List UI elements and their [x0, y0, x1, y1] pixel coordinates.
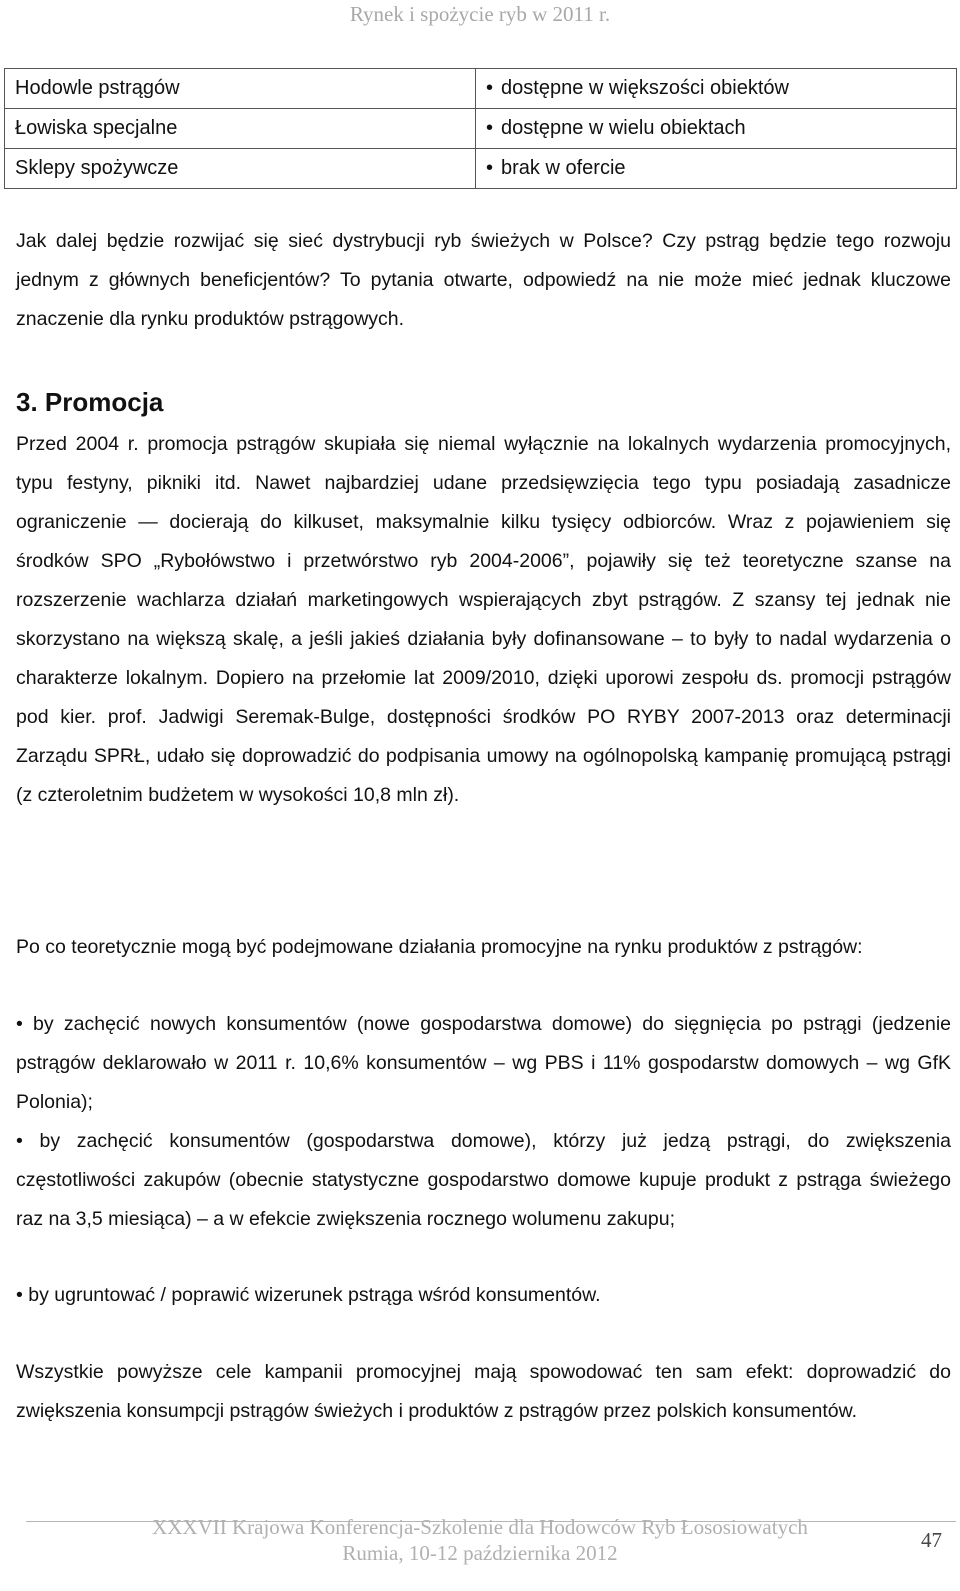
bullet-item: • by zachęcić nowych konsumentów (nowe gospodarstwa domowe) do sięgnięcia po pstrągi (jedzenie pstrągów deklarowało w 2011 r. 10,6% konsumentów – wg PBS i 11% gospodarstw domowych – wg GfK Polonia);: [16, 1013, 951, 1113]
table-cell-value: [476, 109, 957, 149]
bullet-item: • by zachęcić konsumentów (gospodarstwa domowe), którzy już jedzą pstrągi, do zwiększenia częstotliwości zakupów (obecnie statystyczne gospodarstwo domowe kupuje produkt z pstrąga świeżego raz na 3,5 miesiąca) – a w efekcie zwiększenia rocznego wolumenu zakupu;: [16, 1130, 951, 1230]
table-cell-label: Hodowle pstrągów: [5, 69, 476, 109]
goals-intro-paragraph: Po co teoretycznie mogą być podejmowane działania promocyjne na rynku produktów z pstrągów:: [16, 936, 863, 958]
table-cell-label: Łowiska specjalne: [5, 109, 476, 149]
bullet-item: • by ugruntować / poprawić wizerunek pstrąga wśród konsumentów.: [16, 1284, 601, 1306]
distribution-table: [4, 68, 957, 189]
footer-conference: XXXVII Krajowa Konferencja-Szkolenie dla Hodowców Ryb Łososiowatych: [152, 1515, 808, 1539]
table-cell-value-text: dostępne w większości obiektów: [501, 77, 789, 99]
table-row: [5, 69, 957, 109]
running-header: Rynek i spożycie ryb w 2011 r.: [349, 2, 611, 26]
table-cell-value-text: brak w ofercie: [501, 157, 626, 179]
table-cell-value-text: dostępne w wielu obiektach: [501, 117, 746, 139]
table-row: [5, 149, 957, 189]
table-cell-value: [476, 69, 957, 109]
page-number: 47: [921, 1528, 942, 1552]
promotion-paragraph: Przed 2004 r. promocja pstrągów skupiała się niemal wyłącznie na lokalnych wydarzenia promocyjnych, typu festyny, pikniki itd. Nawet najbardziej udane przedsięwzięcia tego typu posiadają zasadnicze ograniczenie — docierają do kilkuset, maksymalnie kilku tysięcy odbiorców. Wraz z pojawieniem się środków SPO „Rybołówstwo i przetwórstwo ryb 2004-2006”, pojawiły się też teoretyczne szanse na rozszerzenie wachlarza działań marketingowych wspierających zbyt pstrągów. Z szansy tej jednak nie skorzystano na większą skalę, a jeśli jakieś działania były dofinansowane – to były to nadal wydarzenia o charakterze lokalnym. Dopiero na przełomie lat 2009/2010, dzięki uporowi zespołu ds. promocji pstrągów pod kier. prof. Jadwigi Seremak-Bulge, dostępności środków PO RYBY 2007-2013 oraz determinacji Zarządu SPRŁ, udało się doprowadzić do podpisania umowy na ogólnopolską kampanię promującą pstrągi (z czteroletnim budżetem w wysokości 10,8 mln zł).: [16, 433, 951, 806]
footer-location-date: Rumia, 10-12 października 2012: [342, 1541, 618, 1565]
table-row: [5, 109, 957, 149]
intro-paragraph: Jak dalej będzie rozwijać się sieć dystrybucji ryb świeżych w Polsce? Czy pstrąg będzie tego rozwoju jednym z głównych beneficjentów? To pytania otwarte, odpowiedź na nie może mieć jednak kluczowe znaczenie dla rynku produktów pstrągowych.: [16, 230, 951, 330]
conclusion-paragraph: Wszystkie powyższe cele kampanii promocyjnej mają spowodować ten sam efekt: doprowadzić do zwiększenia konsumpcji pstrągów świeżych i produktów z pstrągów przez polskich konsumentów.: [16, 1361, 951, 1422]
section-heading: 3. Promocja: [16, 387, 164, 417]
table-cell-value: [476, 149, 957, 189]
table-cell-label: Sklepy spożywcze: [5, 149, 476, 189]
